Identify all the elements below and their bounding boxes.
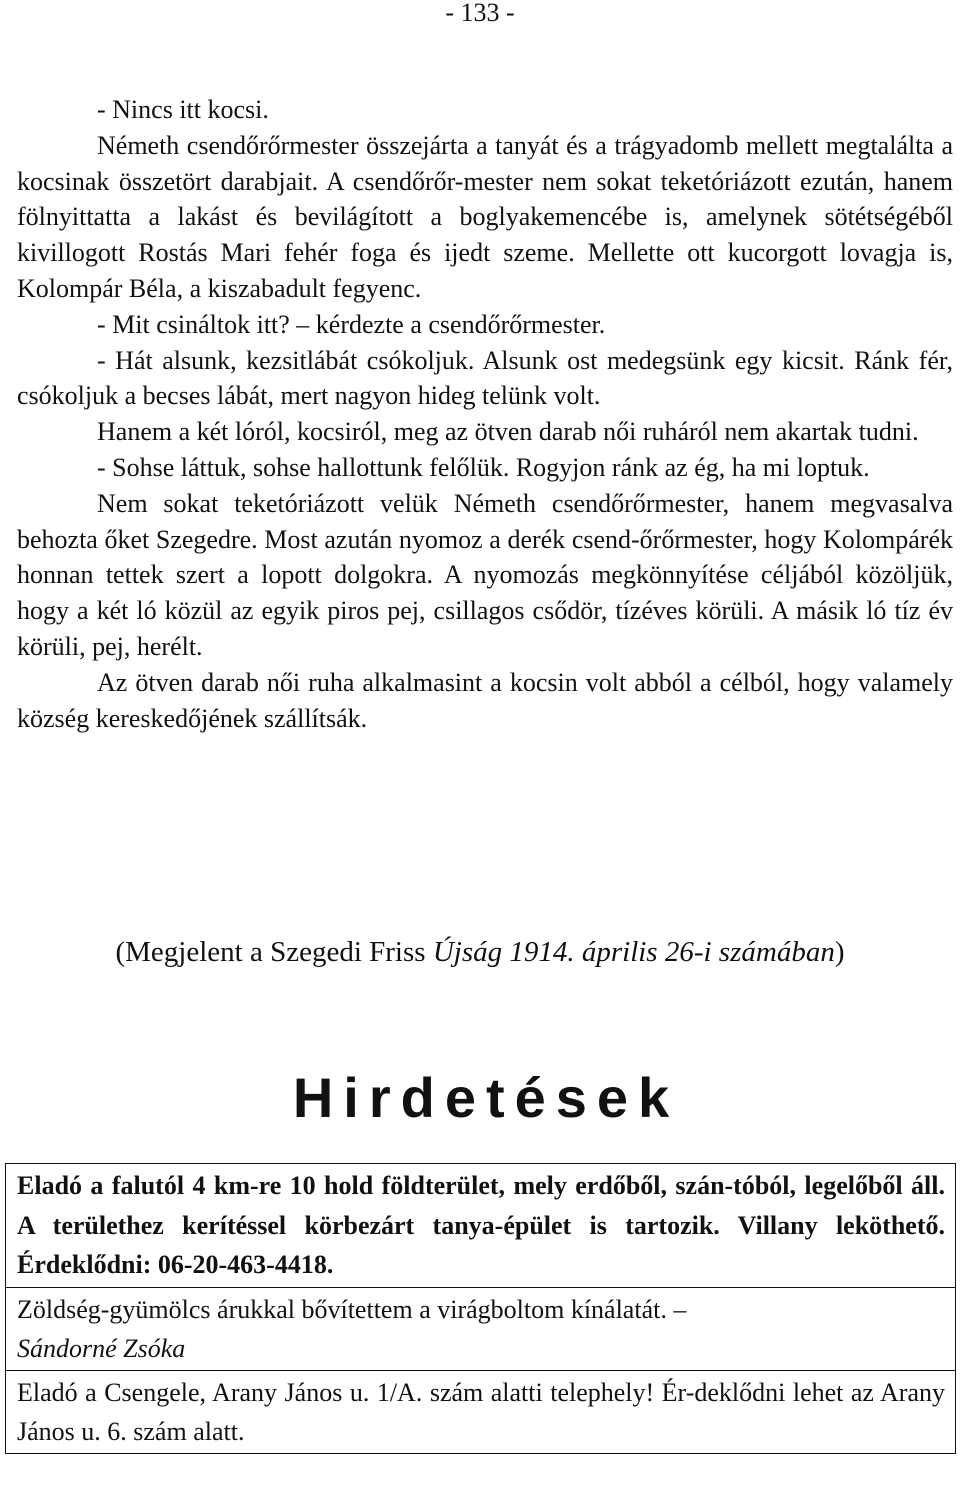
ad-flower-shop-text: Zöldség-gyümölcs árukkal bővítettem a virágboltom kínálatát. –: [17, 1294, 687, 1324]
story-paragraph: - Hát alsunk, kezsitlábát csókoljuk. Alsunk ost medegsünk egy kicsit. Ránk fér, csókoljuk a becses lábát, mert nagyon hideg telünk volt.: [17, 345, 953, 411]
story-paragraph: - Mit csináltok itt? – kérdezte a csendőrőrmester.: [97, 309, 606, 339]
page-number: - 133 -: [445, 0, 515, 27]
ad-row: [6, 1287, 956, 1370]
story-text: [17, 92, 953, 736]
story-paragraph: - Nincs itt kocsi.: [97, 95, 269, 124]
ad-row: [6, 1370, 956, 1453]
story-paragraph: Hanem a két lóról, kocsiról, meg az ötven darab női ruháról nem akartak tudni.: [97, 417, 919, 447]
source-note: [0, 932, 960, 972]
story-paragraph: Németh csendőrőrmester összejárta a tanyát és a trágyadomb mellett megtalálta a kocsinak összetört darabjait. A csendőrőr-mester nem sokat teketóriázott ezután, hanem fölnyittatta a lakást és bevilágított a boglyakemencébe is, amelynek sötétségéből kivillogott Rostás Mari fehér foga és ijedt szeme. Mellette ott kucorgott lovagja is, Kolompár Béla, a kiszabadult fegyenc.: [17, 130, 953, 303]
ads-table: [5, 1163, 956, 1454]
ad-land-sale: Eladó a falutól 4 km-re 10 hold földterület, mely erdőből, szán-tóból, legelőből áll. A területhez kerítéssel körbezárt tanya-épület is tartozik. Villany leköthető. Érdeklődni: 06-20-463-4418.: [6, 1164, 956, 1288]
source-suffix: ): [834, 936, 845, 968]
ad-premises-sale: Eladó a Csengele, Arany János u. 1/A. szám alatti telephely! Ér-deklődni lehet az Arany János u. 6. szám alatt.: [6, 1370, 956, 1453]
ad-signature: Sándorné Zsóka: [17, 1333, 186, 1363]
story-paragraph: - Sohse láttuk, sohse hallottunk felőlük. Rogyjon ránk az ég, ha mi loptuk.: [97, 452, 870, 482]
story-paragraph: Nem sokat teketóriázott velük Németh csendőrőrmester, hanem megvasalva behozta őket Szegedre. Most azután nyomoz a derék csend-őrőrmester, hogy Kolompárék honnan tettek szert a lopott dolgokra. A nyomozás megkönnyítése céljából közöljük, hogy a két ló közül az egyik piros pej, csillagos csődör, tízéves körüli. A másik ló tíz év körüli, pej, herélt.: [17, 488, 953, 661]
source-newspaper: Újság 1914. április 26-i számában: [432, 936, 835, 968]
ads-heading: Hirdetések: [292, 1066, 680, 1129]
ad-flower-shop: [6, 1287, 956, 1370]
source-prefix: (Megjelent a Szegedi Friss: [115, 936, 433, 968]
story-paragraph: Az ötven darab női ruha alkalmasint a kocsin volt abból a célból, hogy valamely község kereskedőjének szállítsák.: [17, 667, 953, 733]
ad-row: [6, 1164, 956, 1288]
